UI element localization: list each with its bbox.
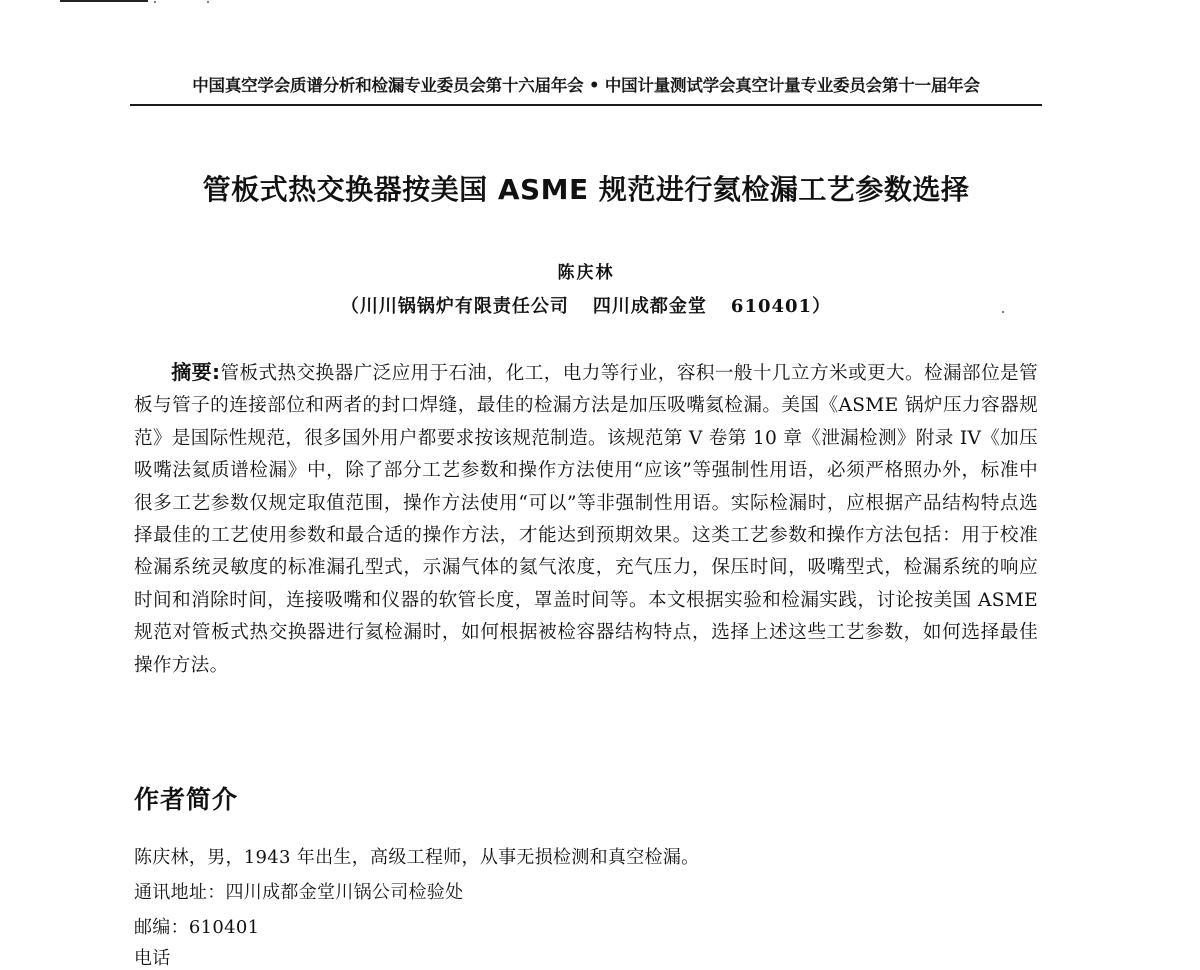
author-bio-line: 陈庆林，男，1943 年出生，高级工程师，从事无损检测和真空检漏。 — [134, 847, 700, 868]
paper-title: 管板式热交换器按美国 ASME 规范进行氦检漏工艺参数选择 — [202, 173, 970, 206]
conference-header: 中国真空学会质谱分析和检漏专业委员会第十六届年会 • 中国计量测试学会真空计量专业委员会第十一届年会 — [192, 76, 980, 95]
header-divider — [130, 104, 1042, 106]
author-name: 陈庆林 — [557, 263, 615, 283]
author-postcode: 邮编：610401 — [134, 917, 260, 938]
abstract-label: 摘要: — [171, 360, 221, 384]
affiliation-location: 四川成都金堂 — [592, 296, 707, 317]
author-phone: 电话 — [134, 948, 171, 969]
affiliation-postcode: 610401） — [730, 296, 832, 317]
scan-artifact-dot — [207, 1, 209, 3]
scan-artifact-line — [60, 0, 148, 2]
author-address: 通讯地址：四川成都金堂川锅公司检验处 — [134, 882, 464, 903]
abstract-paragraph — [134, 356, 1038, 682]
author-affiliation — [130, 292, 1042, 318]
affiliation-company: （川川锅锅炉有限责任公司 — [340, 296, 569, 317]
author-bio-heading: 作者简介 — [134, 785, 239, 814]
scan-artifact-dot — [154, 1, 156, 3]
abstract-text: 管板式热交换器广泛应用于石油，化工，电力等行业，容积一般十几立方米或更大。检漏部位是管板与管子的连接部位和两者的封口焊缝，最佳的检漏方法是加压吸嘴氦检漏。美国《ASME 锅炉压力容器规范》是国际性规范，很多国外用户都要求按该规范制造。该规范第 V 卷第 10 章《泄漏检测》附录 IV《加压吸嘴法氦质谱检漏》中，除了部分工艺参数和操作方法使用“应该”等强制性用语，必须严格照办外，标准中很多工艺参数仅规定取值范围，操作方法使用“可以”等非强制性用语。实际检漏时，应根据产品结构特点选择最佳的工艺使用参数和最合适的操作方法，才能达到预期效果。这类工艺参数和操作方法包括：用于校准检漏系统灵敏度的标准漏孔型式，示漏气体的氦气浓度，充气压力，保压时间，吸嘴型式，检漏系统的响应时间和消除时间，连接吸嘴和仪器的软管长度，罩盖时间等。本文根据实验和检漏实践，讨论按美国 ASME 规范对管板式热交换器进行氦检漏时，如何根据被检容器结构特点，选择上述这些工艺参数，如何选择最佳操作方法。 — [134, 363, 1039, 676]
